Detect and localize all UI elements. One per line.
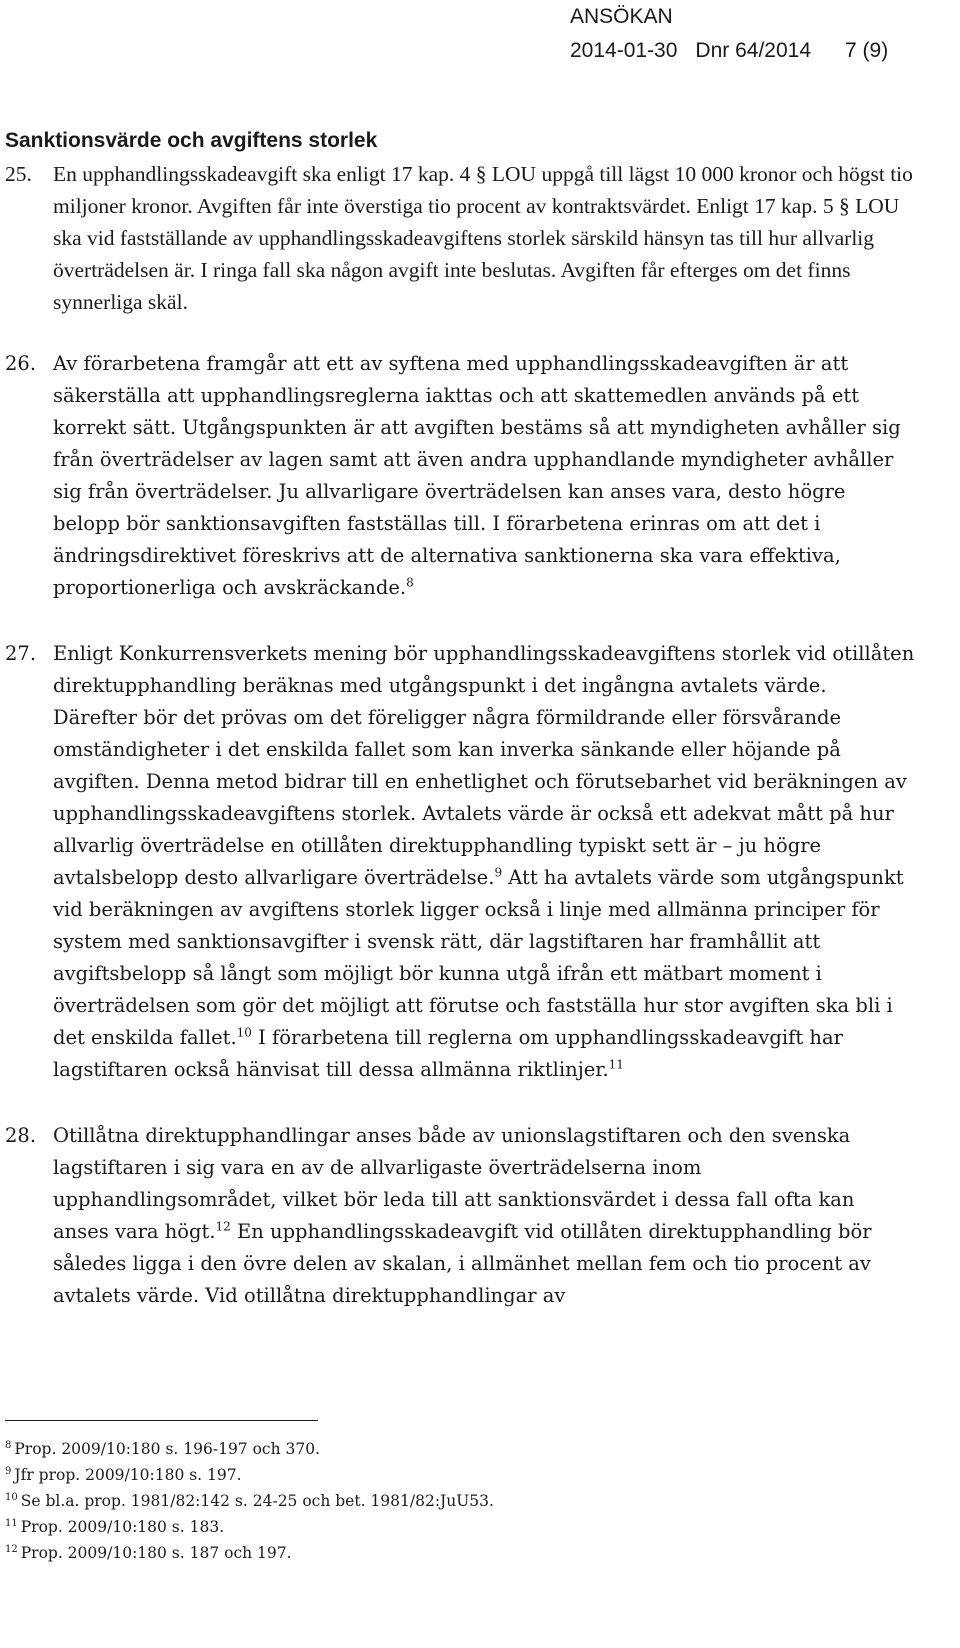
footnote-text: Prop. 2009/10:180 s. 187 och 197. (20, 1544, 292, 1562)
footnote-item (5, 1436, 605, 1462)
paragraph-25 (5, 158, 915, 318)
document-body (5, 124, 915, 1312)
paragraph-28 (5, 1120, 915, 1312)
paragraph-text: En upphandlingsskadeavgift vid otillåten direktupphandling bör således ligga i den övre delen av skalan, i allmänhet mellan fem och tio procent av avtalets värde. Vid otillåtna direktupphandlingar av (53, 1220, 872, 1307)
paragraph-text: Enligt Konkurrensverkets mening bör upphandlingsskadeavgiftens storlek vid otillåten direktupphandling beräknas med utgångspunkt i det ingångna avtalets värde. Därefter bör det prövas om det föreligger några förmildrande eller försvårande omständigheter i det enskilda fallet som kan inverka sänkande eller höjande på avgiften. Denna metod bidrar till en enhetlighet och förutsebarhet vid beräkningen av upphandlingsskadeavgiftens storlek. Avtalets värde är också ett adekvat mått på hur allvarlig överträdelse en otillåten direktupphandling typiskt sett är – ju högre avtalsbelopp desto allvarligare överträdelse. (53, 642, 915, 889)
footnote-item (5, 1488, 605, 1514)
paragraph-26 (5, 348, 915, 604)
footnote-ref[interactable]: 10 (236, 1025, 252, 1040)
document-type: ANSÖKAN (570, 5, 673, 28)
paragraph-number: 28. (5, 1124, 37, 1147)
footnote-text: Se bl.a. prop. 1981/82:142 s. 24-25 och bet. 1981/82:JuU53. (20, 1492, 494, 1510)
footnote-item (5, 1462, 605, 1488)
paragraph-number: 26. (5, 352, 37, 375)
paragraph-number: 25. (5, 162, 32, 186)
page-number: 7 (9) (845, 39, 889, 62)
document-date: 2014-01-30 (570, 39, 678, 62)
footnote-text: Prop. 2009/10:180 s. 196-197 och 370. (14, 1440, 321, 1458)
footnote-item (5, 1514, 605, 1540)
paragraph-number: 27. (5, 642, 37, 665)
footnote-number: 11 (5, 1517, 18, 1529)
footnote-number: 10 (5, 1491, 18, 1503)
footnote-number: 12 (5, 1543, 18, 1555)
paragraph-text: I förarbetena till reglerna om upphandlingsskadeavgift har lagstiftaren också hänvisat till dessa allmänna riktlinjer. (53, 1026, 843, 1081)
footnote-number: 9 (5, 1465, 12, 1477)
paragraph-text: En upphandlingsskadeavgift ska enligt 17 kap. 4 § LOU uppgå till lägst 10 000 kronor och högst tio miljoner kronor. Avgiften får inte överstiga tio procent av kontraktsvärdet. Enligt 17 kap. 5 § LOU ska vid fastställande av upphandlingsskadeavgiftens storlek särskild hänsyn tas till hur allvarlig överträdelsen är. I ringa fall ska någon avgift inte beslutas. Avgiften får efterges om det finns synnerliga skäl. (53, 162, 913, 314)
footnote-ref[interactable]: 12 (215, 1219, 231, 1234)
footnote-list (5, 1436, 605, 1566)
paragraph-text: Otillåtna direktupphandlingar anses både av unionslagstiftaren och den svenska lagstiftaren i sig vara en av de allvarligaste överträdelserna inom upphandlingsområdet, vilket bör leda till att sanktionsvärdet i dessa fall ofta kan anses vara högt. (53, 1124, 855, 1243)
paragraph-text: Av förarbetena framgår att ett av syftena med upphandlingsskadeavgiften är att säkerställa att upphandlingsreglerna iakttas och att skattemedlen används på ett korrekt sätt. Utgångspunkten är att avgiften bestäms så att myndigheten avhåller sig från överträdelser av lagen samt att även andra upphandlande myndigheter avhåller sig från överträdelser. Ju allvarligare överträdelsen kan anses vara, desto högre belopp bör sanktionsavgiften fastställas till. I förarbetena erinras om att det i ändringsdirektivet föreskrivs att de alternativa sanktionerna ska vara effektiva, proportionerliga och avskräckande. (53, 352, 901, 599)
footnote-text: Jfr prop. 2009/10:180 s. 197. (14, 1466, 242, 1484)
footnote-ref[interactable]: 8 (406, 575, 414, 590)
header-meta (570, 34, 888, 68)
footnote-divider (5, 1420, 318, 1421)
footnote-ref[interactable]: 11 (608, 1057, 624, 1072)
footnote-ref[interactable]: 9 (494, 865, 503, 880)
paragraph-27 (5, 638, 915, 1086)
section-heading: Sanktionsvärde och avgiftens storlek (5, 129, 378, 152)
paragraph-text: Att ha avtalets värde som utgångspunkt vid beräkningen av avgiftens storlek ligger också i linje med allmänna principer för system med sanktionsavgifter i svensk rätt, där lagstiftaren har framhållit att avgiftsbelopp så långt som möjligt bör kunna utgå ifrån ett mätbart moment i överträdelsen som gör det möjligt att förutse och fastställa hur stor avgiften ska bli i det enskilda fallet. (53, 866, 904, 1049)
footnote-item (5, 1540, 605, 1566)
document-dnr: Dnr 64/2014 (695, 39, 812, 62)
footnote-text: Prop. 2009/10:180 s. 183. (20, 1518, 225, 1536)
footnote-number: 8 (5, 1439, 12, 1451)
